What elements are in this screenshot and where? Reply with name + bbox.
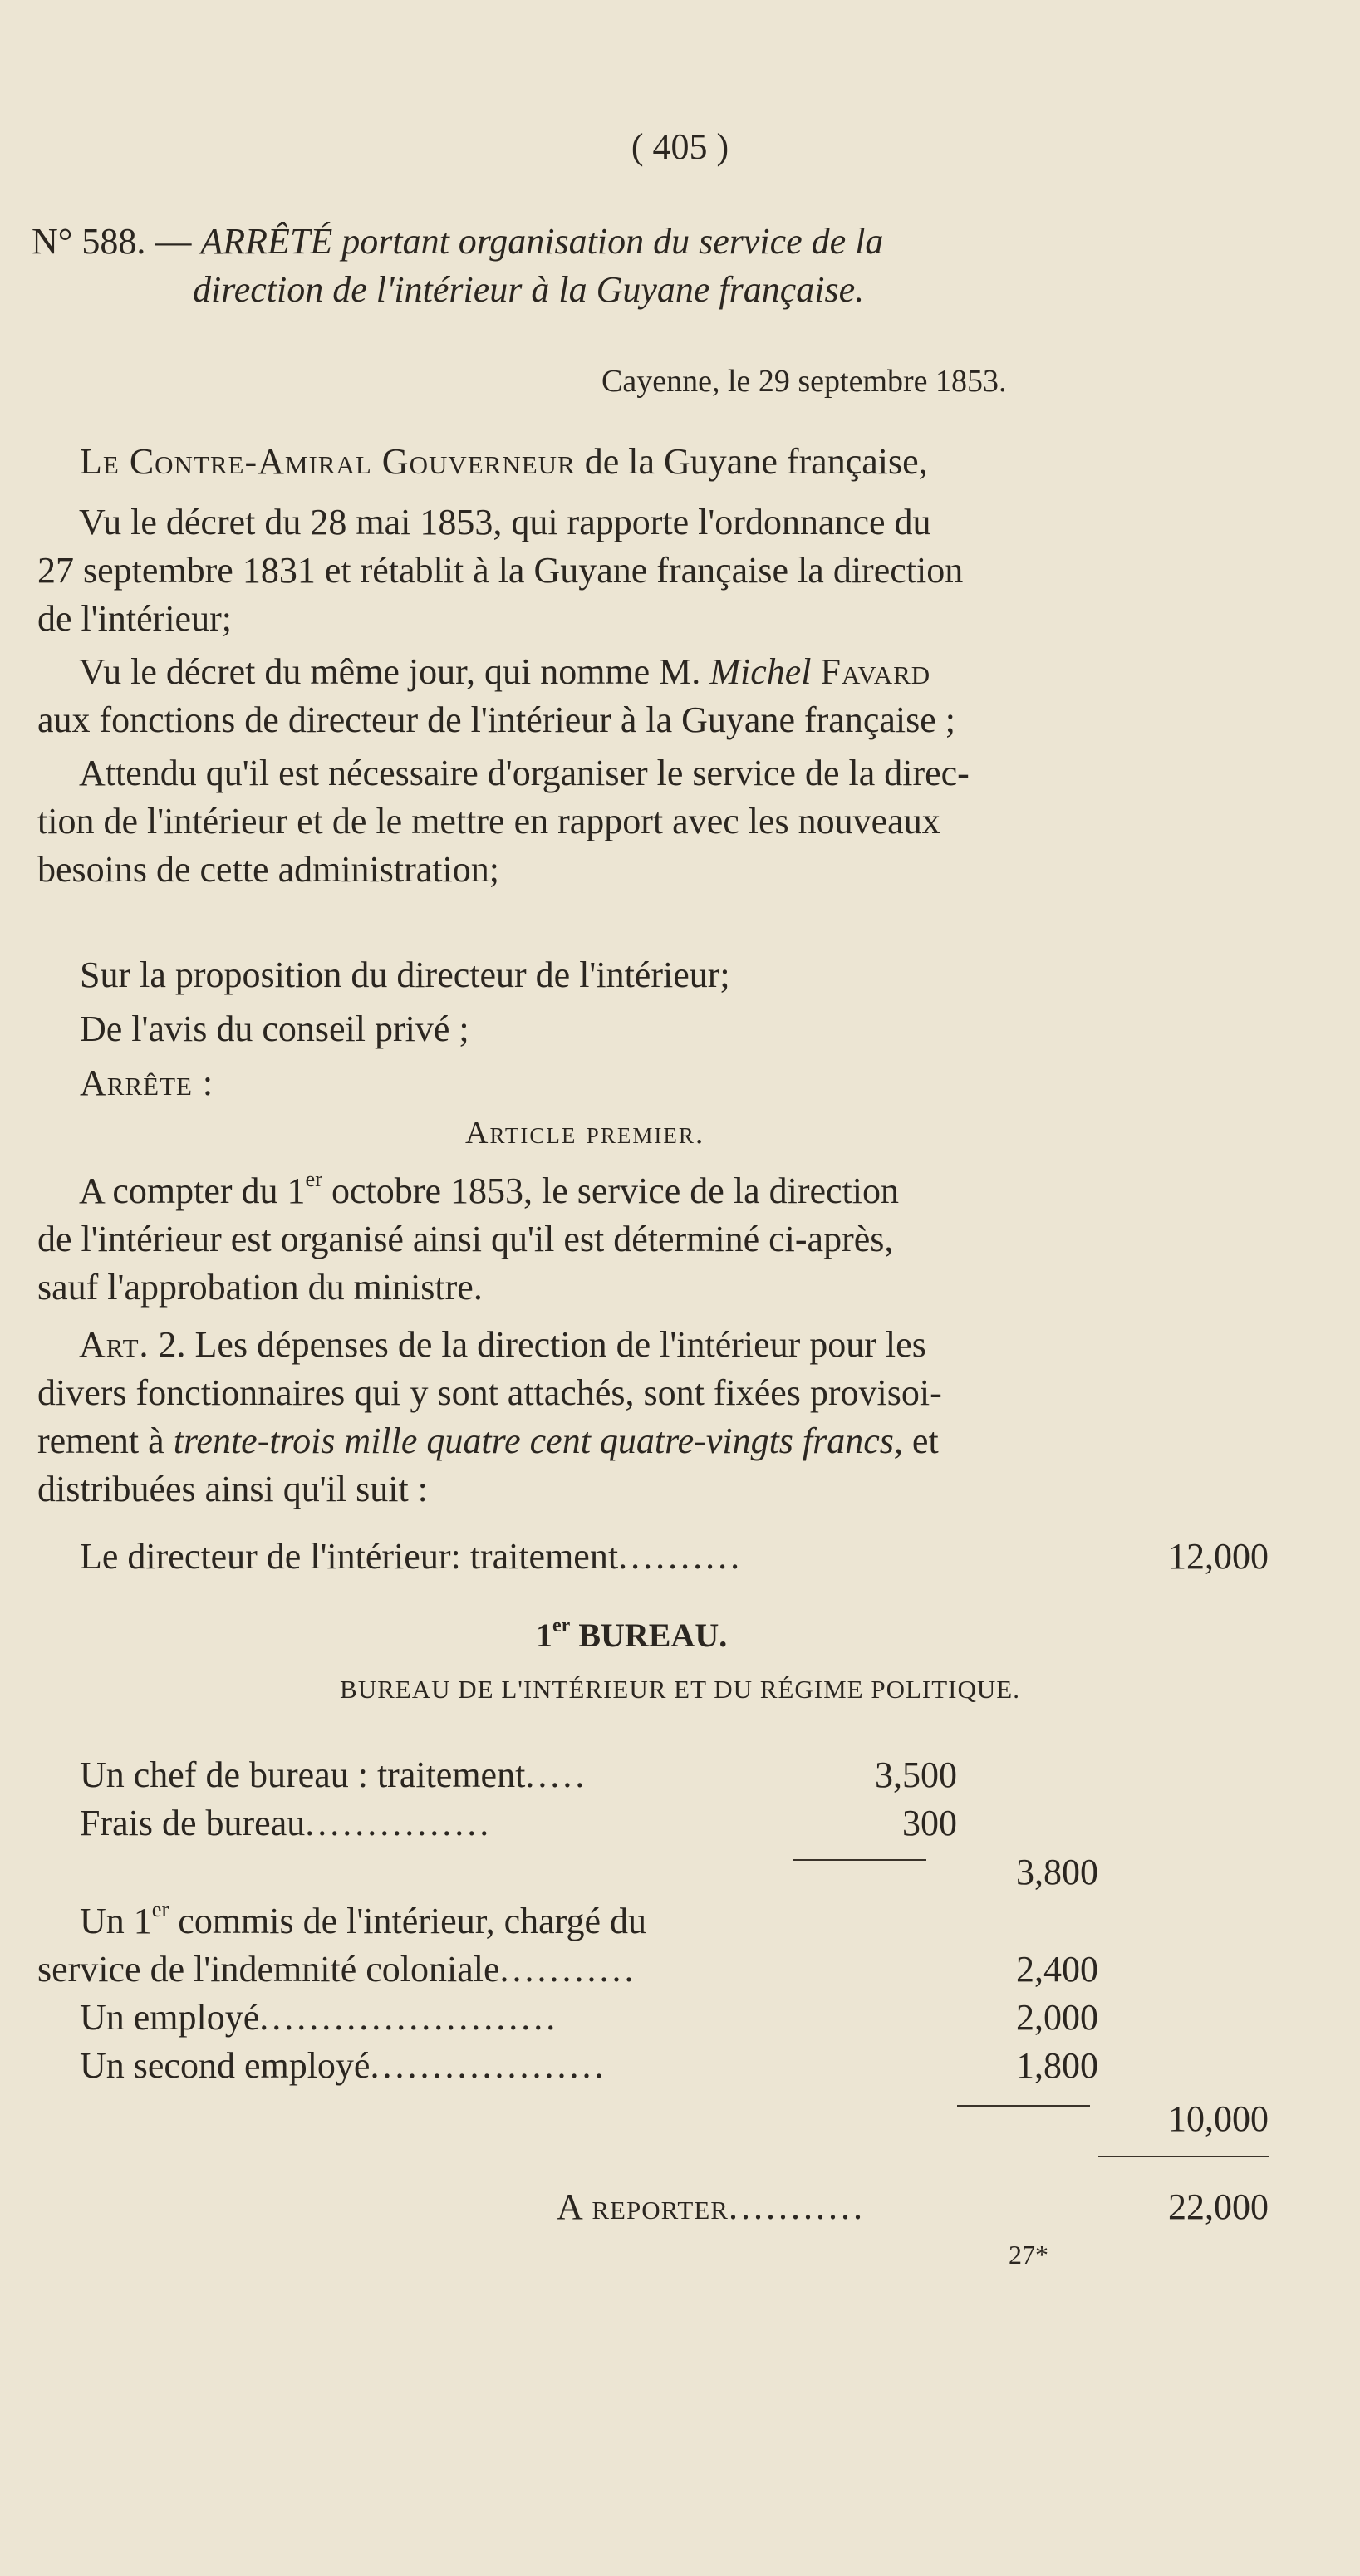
article-1-heading: Article premier. (465, 1116, 705, 1151)
text-line: A compter du 1er octobre 1853, le service de la direction (79, 1166, 899, 1211)
text-line: sauf l'approbation du ministre. (37, 1267, 483, 1308)
text-line: 27 septembre 1831 et rétablit à la Guyane française la direction (37, 550, 964, 591)
chef-label: Un chef de bureau : traitement (80, 1754, 526, 1795)
total-rule (1098, 2156, 1269, 2157)
bureau-subtitle: BUREAU DE L'INTÉRIEUR ET DU RÉGIME POLITIQUE. (340, 1675, 1020, 1704)
sum-rule (793, 1859, 926, 1861)
signature-mark: 27* (1009, 2240, 1048, 2269)
employe-line (80, 1994, 558, 2042)
decree-title-line2: direction de l'intérieur à la Guyane française. (193, 269, 865, 310)
text-line: divers fonctionnaires qui y sont attachés, sont fixées provisoi- (37, 1372, 942, 1413)
preamble-decides: Arrête : (80, 1062, 214, 1103)
article-1-body (37, 1167, 1267, 1312)
article-2-body (37, 1321, 1267, 1514)
frais-line (80, 1799, 492, 1847)
leader-dots: ........... (728, 2186, 866, 2227)
preamble-authority: Le Contre-Amiral Gouverneur (80, 441, 576, 482)
text-line: aux fonctions de directeur de l'intérieur à la Guyane française ; (37, 699, 955, 740)
text-line: de l'intérieur est organisé ainsi qu'il est déterminé ci-après, (37, 1219, 894, 1259)
chef-line (80, 1751, 587, 1799)
preamble-whereas-para (37, 749, 1267, 894)
director-label: Le directeur de l'intérieur: traitement (80, 1536, 619, 1577)
director-amount: 12,000 (1168, 1536, 1269, 1577)
carry-label: A reporter (557, 2186, 729, 2227)
bureau-title: 1er BUREAU. (536, 1614, 728, 1654)
chef-amount: 3,500 (875, 1754, 957, 1795)
preamble-decree-para (37, 498, 1267, 643)
preamble-proposal: Sur la proposition du directeur de l'intérieur; (80, 954, 730, 995)
leader-dots: ..... (525, 1754, 588, 1795)
second-employe-label: Un second employé (80, 2045, 371, 2086)
director-salary-line (80, 1533, 743, 1581)
commis-line-2 (37, 1945, 637, 1994)
employe-amount: 2,000 (1016, 1997, 1098, 2038)
bureau-subtotal-2: 10,000 (1168, 2098, 1269, 2139)
text-line: tion de l'intérieur et de le mettre en rapport avec les nouveaux (37, 801, 940, 841)
text-line: distribuées ainsi qu'il suit : (37, 1469, 428, 1509)
preamble-opening-rest: de la Guyane française, (584, 441, 928, 482)
page-number: ( 405 ) (631, 126, 729, 167)
text-line: Attendu qu'il est nécessaire d'organiser le service de la direc- (79, 753, 970, 793)
leader-dots: ........... (499, 1949, 637, 1990)
second-employe-amount: 1,800 (1016, 2045, 1098, 2086)
leader-dots: ................... (370, 2045, 607, 2086)
decree-title-line1: ARRÊTÉ portant organisation du service de la (200, 221, 884, 262)
bureau-subtotal-1: 3,800 (1016, 1852, 1098, 1892)
leader-dots: ........................ (259, 1997, 559, 2038)
carry-forward-line (557, 2183, 866, 2231)
text-line: besoins de cette administration; (37, 849, 499, 890)
text-line: de l'intérieur; (37, 598, 232, 639)
sum-rule (957, 2105, 1090, 2107)
text-line: rement à trente-trois mille quatre cent quatre-vingts francs, et (37, 1420, 939, 1461)
leader-dots: .......... (618, 1536, 744, 1577)
decree-heading (32, 218, 883, 266)
commis-label: service de l'indemnité coloniale (37, 1949, 500, 1990)
text-line: Art. 2. Les dépenses de la direction de l'intérieur pour les (79, 1324, 926, 1365)
frais-label: Frais de bureau (80, 1803, 306, 1843)
text-line: Vu le décret du 28 mai 1853, qui rapporte l'ordonnance du (79, 502, 931, 542)
commis-amount: 2,400 (1016, 1949, 1098, 1990)
dateline: Cayenne, le 29 septembre 1853. (601, 364, 1007, 399)
second-employe-line (80, 2042, 606, 2090)
preamble-nomination-para (37, 648, 1267, 744)
preamble-opening (80, 438, 928, 486)
text-line: Vu le décret du même jour, qui nomme M. Michel Favard (79, 651, 931, 692)
employe-label: Un employé (80, 1997, 260, 2038)
preamble-council: De l'avis du conseil privé ; (80, 1008, 469, 1049)
leader-dots: ............... (305, 1803, 493, 1843)
commis-line-1: Un 1er commis de l'intérieur, chargé du (80, 1896, 647, 1941)
frais-amount: 300 (902, 1803, 957, 1843)
decree-number: N° 588. — (32, 221, 192, 262)
carry-amount: 22,000 (1168, 2186, 1269, 2227)
